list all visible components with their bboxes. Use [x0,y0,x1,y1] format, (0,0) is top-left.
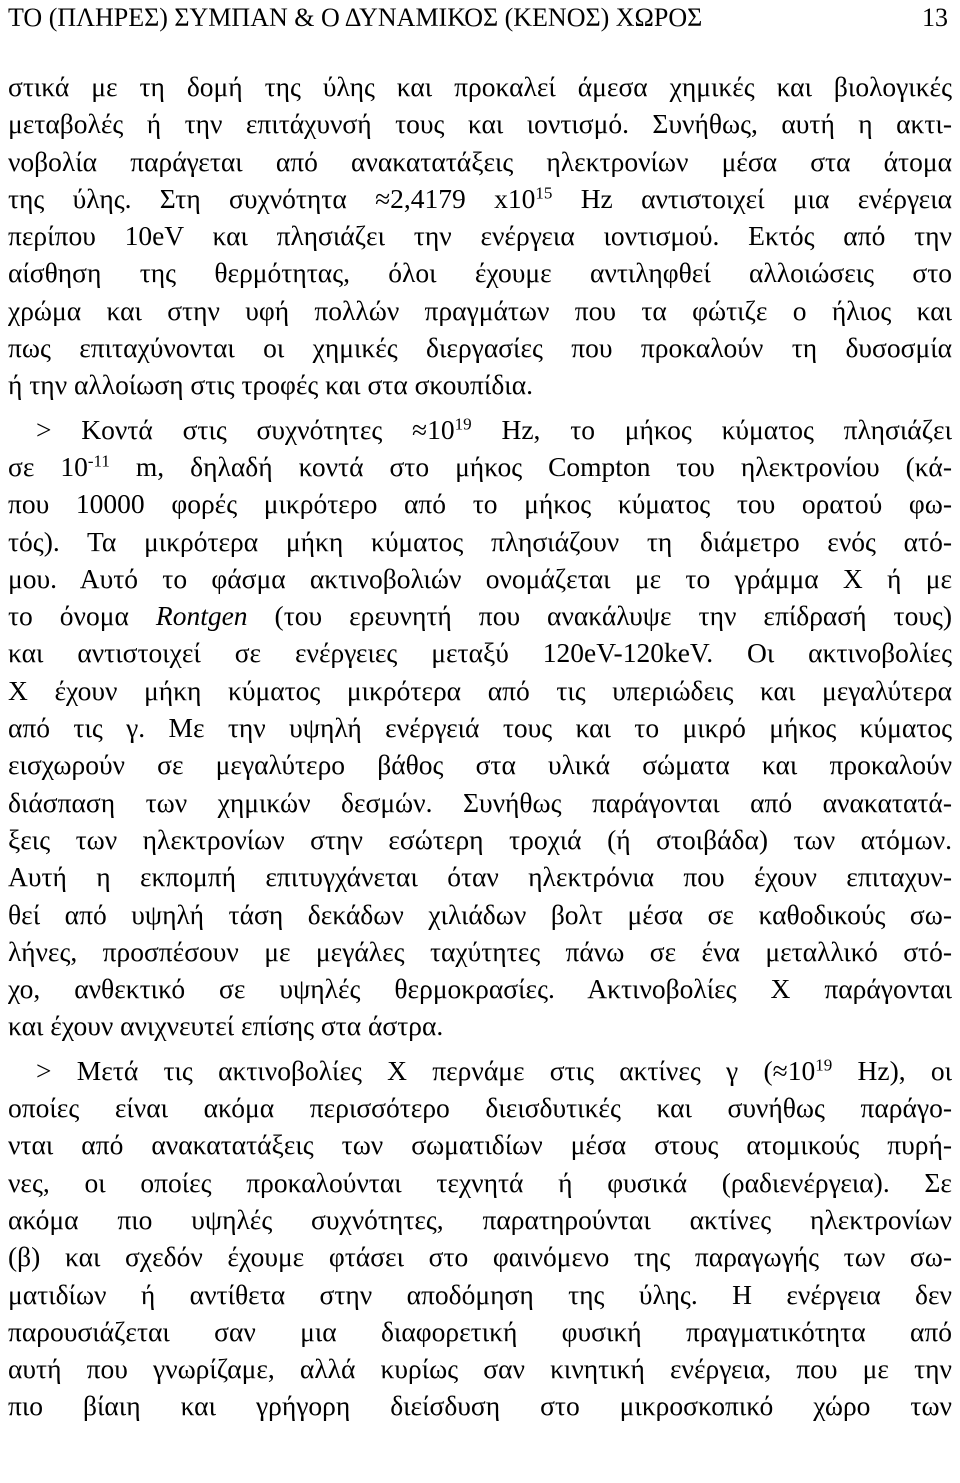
running-head-title: ΤΟ (ΠΛΗΡΕΣ) ΣΥΜΠΑΝ & Ο ΔΥΝΑΜΙΚΟΣ (ΚΕΝΟΣ) ΧΩΡΟΣ [8,3,703,32]
paragraph-1 [8,68,952,404]
paragraph-gap [8,404,952,411]
text-segment: Hz αντιστοιχεί μια ενέργεια [552,182,952,214]
text-line: λήνες, προσπέσουν με μεγάλες ταχύτητες πάνω σε ένα μεταλλικό στό- [8,935,952,967]
paragraph-2 [8,411,952,1045]
text-line: χρώμα και στην υφή πολλών πραγμάτων που τα φώτιζε ο ήλιος και [8,294,952,326]
text-line: Αυτή η εκπομπή επιτυγχάνεται όταν ηλεκτρόνια που έχουν επιταχυν- [8,861,952,893]
text-line [8,448,952,485]
text-segment: m, δηλαδή κοντά στο μήκος Compton του ηλεκτρονίου (κά- [109,450,952,482]
text-line: νται από ανακατατάξεις των σωματιδίων μέσα στους ατομικούς πυρή- [8,1129,952,1161]
text-segment: > Μετά τις ακτινοβολίες X περνάμε στις ακτίνες γ (≈10 [36,1054,816,1086]
text-line: μεταβολές ή την επιτάχυνσή τους και ιοντισμό. Συνήθως, αυτή η ακτι- [8,108,952,140]
text-line: χο, ανθεκτικό σε υψηλές θερμοκρασίες. Ακτινοβολίες X παράγονται [8,973,952,1005]
text-line [8,1052,952,1089]
page-header [8,0,948,36]
text-line: ματιδίων ή αντίθετα στην αποδόμηση της ύλης. Η ενέργεια δεν [8,1278,952,1310]
text-line: νοβολία παράγεται από ανακατατάξεις ηλεκτρονίων μέσα στα άτομα [8,145,952,177]
text-line: που 10000 φορές μικρότερο από το μήκος κύματος του ορατού φω- [8,488,952,520]
text-line: και αντιστοιχεί σε ενέργειες μεταξύ 120eV-120keV. Οι ακτινοβολίες [8,637,952,669]
text-segment: σε 10 [8,450,88,482]
exponent: 15 [535,183,553,203]
body-text [8,68,952,1425]
text-line: τός). Τα μικρότερα μήκη κύματος πλησιάζουν τη διάμετρο ενός ατό- [8,525,952,557]
text-line: πιο βίαιη και γρήγορη διείσδυση στο μικροσκοπικό χώρο των [8,1390,952,1422]
text-line: αίσθηση της θερμότητας, όλοι έχουμε αντιληφθεί αλλοιώσεις στο [8,257,952,289]
text-line: διάσπαση των χημικών δεσμών. Συνήθως παράγονται από ανακατατά- [8,786,952,818]
text-line: ή την αλλοίωση στις τροφές και στα σκουπίδια. [8,369,533,401]
text-line: (β) και σχεδόν έχουμε φτάσει στο φαινόμενο της παραγωγής των σω- [8,1241,952,1273]
text-line: X έχουν μήκη κύματος μικρότερα από τις υπεριώδεις και μεγαλύτερα [8,674,952,706]
text-line: περίπου 10eV και πλησιάζει την ενέργεια ιοντισμού. Εκτός από την [8,220,952,252]
paragraph-gap [8,1045,952,1052]
exponent: -11 [87,451,110,471]
text-line: ακόμα πιο υψηλές συχνότητες, παρατηρούνται ακτίνες ηλεκτρονίων [8,1203,952,1235]
text-line [8,180,952,217]
text-segment: της ύλης. Στη συχνότητα ≈2,4179 x10 [8,182,536,214]
text-line: οποίες είναι ακόμα περισσότερο διεισδυτικές και συνήθως παράγο- [8,1092,952,1124]
paragraph-3 [8,1052,952,1425]
text-line: εισχωρούν σε μεγαλύτερο βάθος στα υλικά σώματα και προκαλούν [8,749,952,781]
text-segment: Hz, το μήκος κύματος πλησιάζει [471,413,952,445]
text-line: νες, οι οποίες προκαλούνται τεχνητά ή φυσικά (ραδιενέργεια). Σε [8,1166,952,1198]
text-line: μου. Αυτό το φάσμα ακτινοβολιών ονομάζεται με το γράμμα X ή με [8,562,952,594]
text-segment: το όνομα [8,600,156,632]
text-line: στικά με τη δομή της ύλης και προκαλεί άμεσα χημικές και βιολογικές [8,71,952,102]
text-line: παρουσιάζεται σαν μια διαφορετική φυσική πραγματικότητα από [8,1315,952,1347]
exponent: 19 [454,414,472,434]
text-segment: (του ερευνητή που ανακάλυψε την επίδρασή τους) [247,600,952,632]
text-line: θεί από υψηλή τάση δεκάδων χιλιάδων βολτ μέσα σε καθοδικούς σω- [8,898,952,930]
text-line [8,597,952,634]
text-line [8,411,952,448]
italic-name-rontgen: Rontgen [155,600,248,632]
text-segment: > Κοντά στις συχνότητες ≈10 [36,413,455,445]
page-number: 13 [922,3,948,32]
text-line: ξεις των ηλεκτρονίων στην εσώτερη τροχιά (ή στοιβάδα) των ατόμων. [8,823,952,855]
text-segment: Hz), οι [832,1054,952,1086]
text-line: πως επιταχύνονται οι χημικές διεργασίες που προκαλούν τη δυσοσμία [8,332,952,364]
text-line: αυτή που γνωρίζαμε, αλλά κυρίως σαν κινητική ενέργεια, που με την [8,1353,952,1385]
text-line: από τις γ. Με την υψηλή ενέργειά τους και το μικρό μήκος κύματος [8,712,952,744]
exponent: 19 [815,1055,833,1075]
text-line: και έχουν ανιχνευτεί επίσης στα άστρα. [8,1010,444,1042]
